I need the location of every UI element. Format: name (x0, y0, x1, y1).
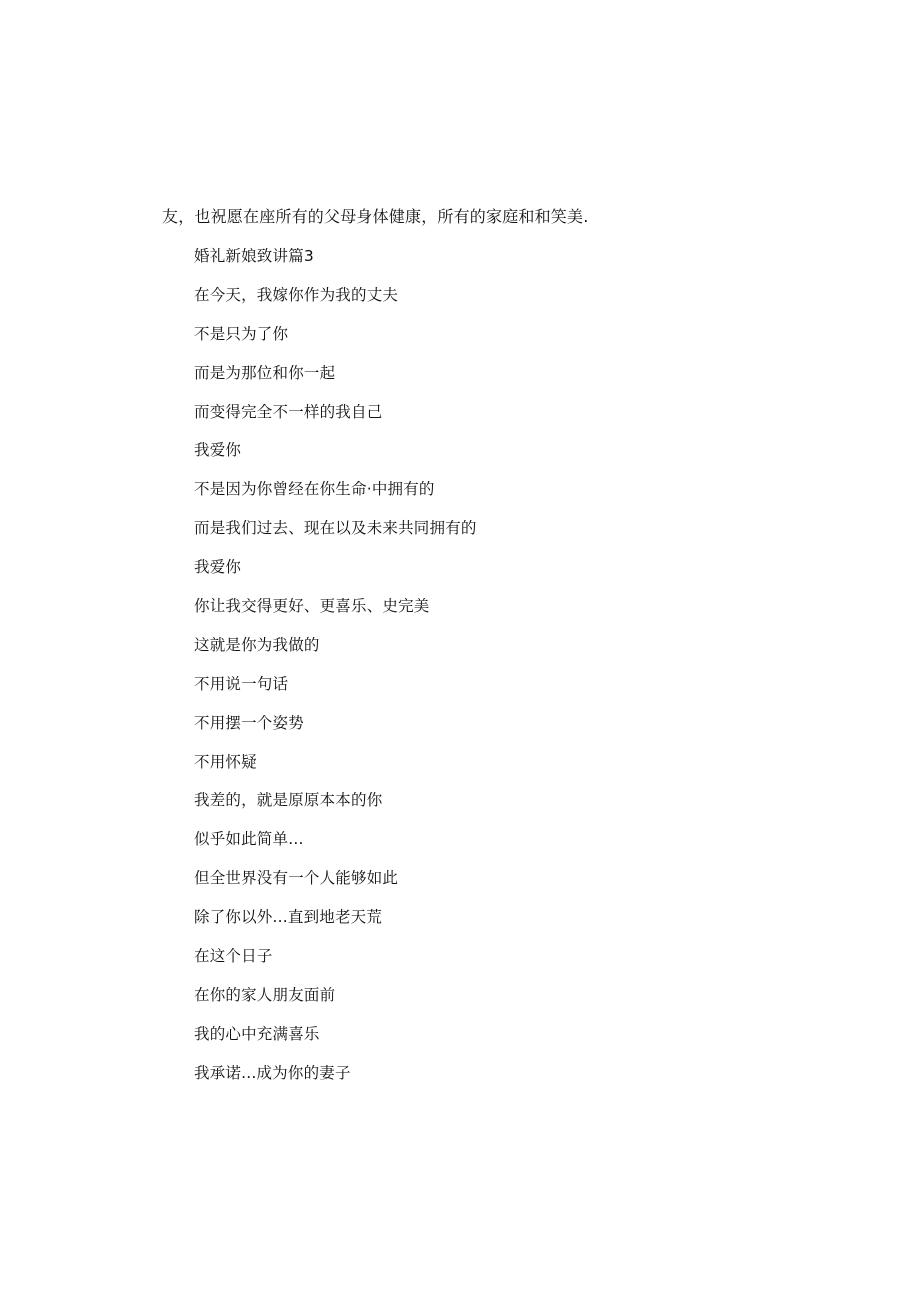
speech-line: 不用怀疑 (194, 752, 257, 771)
speech-line: 我的心中充满喜乐 (194, 1024, 320, 1043)
speech-line: 而是为那位和你一起 (194, 363, 336, 382)
speech-lines (194, 244, 477, 1100)
speech-line: 我差的，就是原原本本的你 (194, 791, 383, 810)
paragraph-continuation: 友，也祝愿在座所有的父母身体健康，所有的家庭和和笑美. (162, 207, 589, 226)
speech-line: 不用说一句话 (194, 674, 289, 693)
speech-line: 不用摆一个姿势 (194, 713, 304, 732)
speech-line: 而变得完全不一样的我自己 (194, 402, 383, 421)
speech-heading: 婚礼新娘致讲篇3 (194, 247, 314, 265)
speech-line: 而是我们过去、现在以及未来共同拥有的 (194, 519, 477, 538)
speech-line: 在今天，我嫁你作为我的丈夫 (194, 285, 399, 304)
speech-line: 不是只为了你 (194, 324, 289, 343)
speech-line: 我爱你 (194, 558, 242, 577)
speech-line: 除了你以外...直到地老天荒 (194, 908, 383, 927)
speech-line: 我爱你 (194, 441, 242, 460)
speech-line: 在这个日子 (194, 947, 273, 966)
speech-line: 你让我交得更好、更喜乐、史完美 (194, 597, 430, 616)
speech-line: 在你的家人朋友面前 (194, 985, 336, 1004)
speech-line: 不是因为你曾经在你生命·中拥有的 (194, 480, 435, 499)
speech-line: 这就是你为我做的 (194, 635, 320, 654)
speech-line: 似乎如此简单... (194, 830, 304, 849)
speech-line: 但全世界没有一个人能够如此 (194, 869, 399, 888)
speech-line: 我承诺...成为你的妻子 (194, 1063, 351, 1082)
